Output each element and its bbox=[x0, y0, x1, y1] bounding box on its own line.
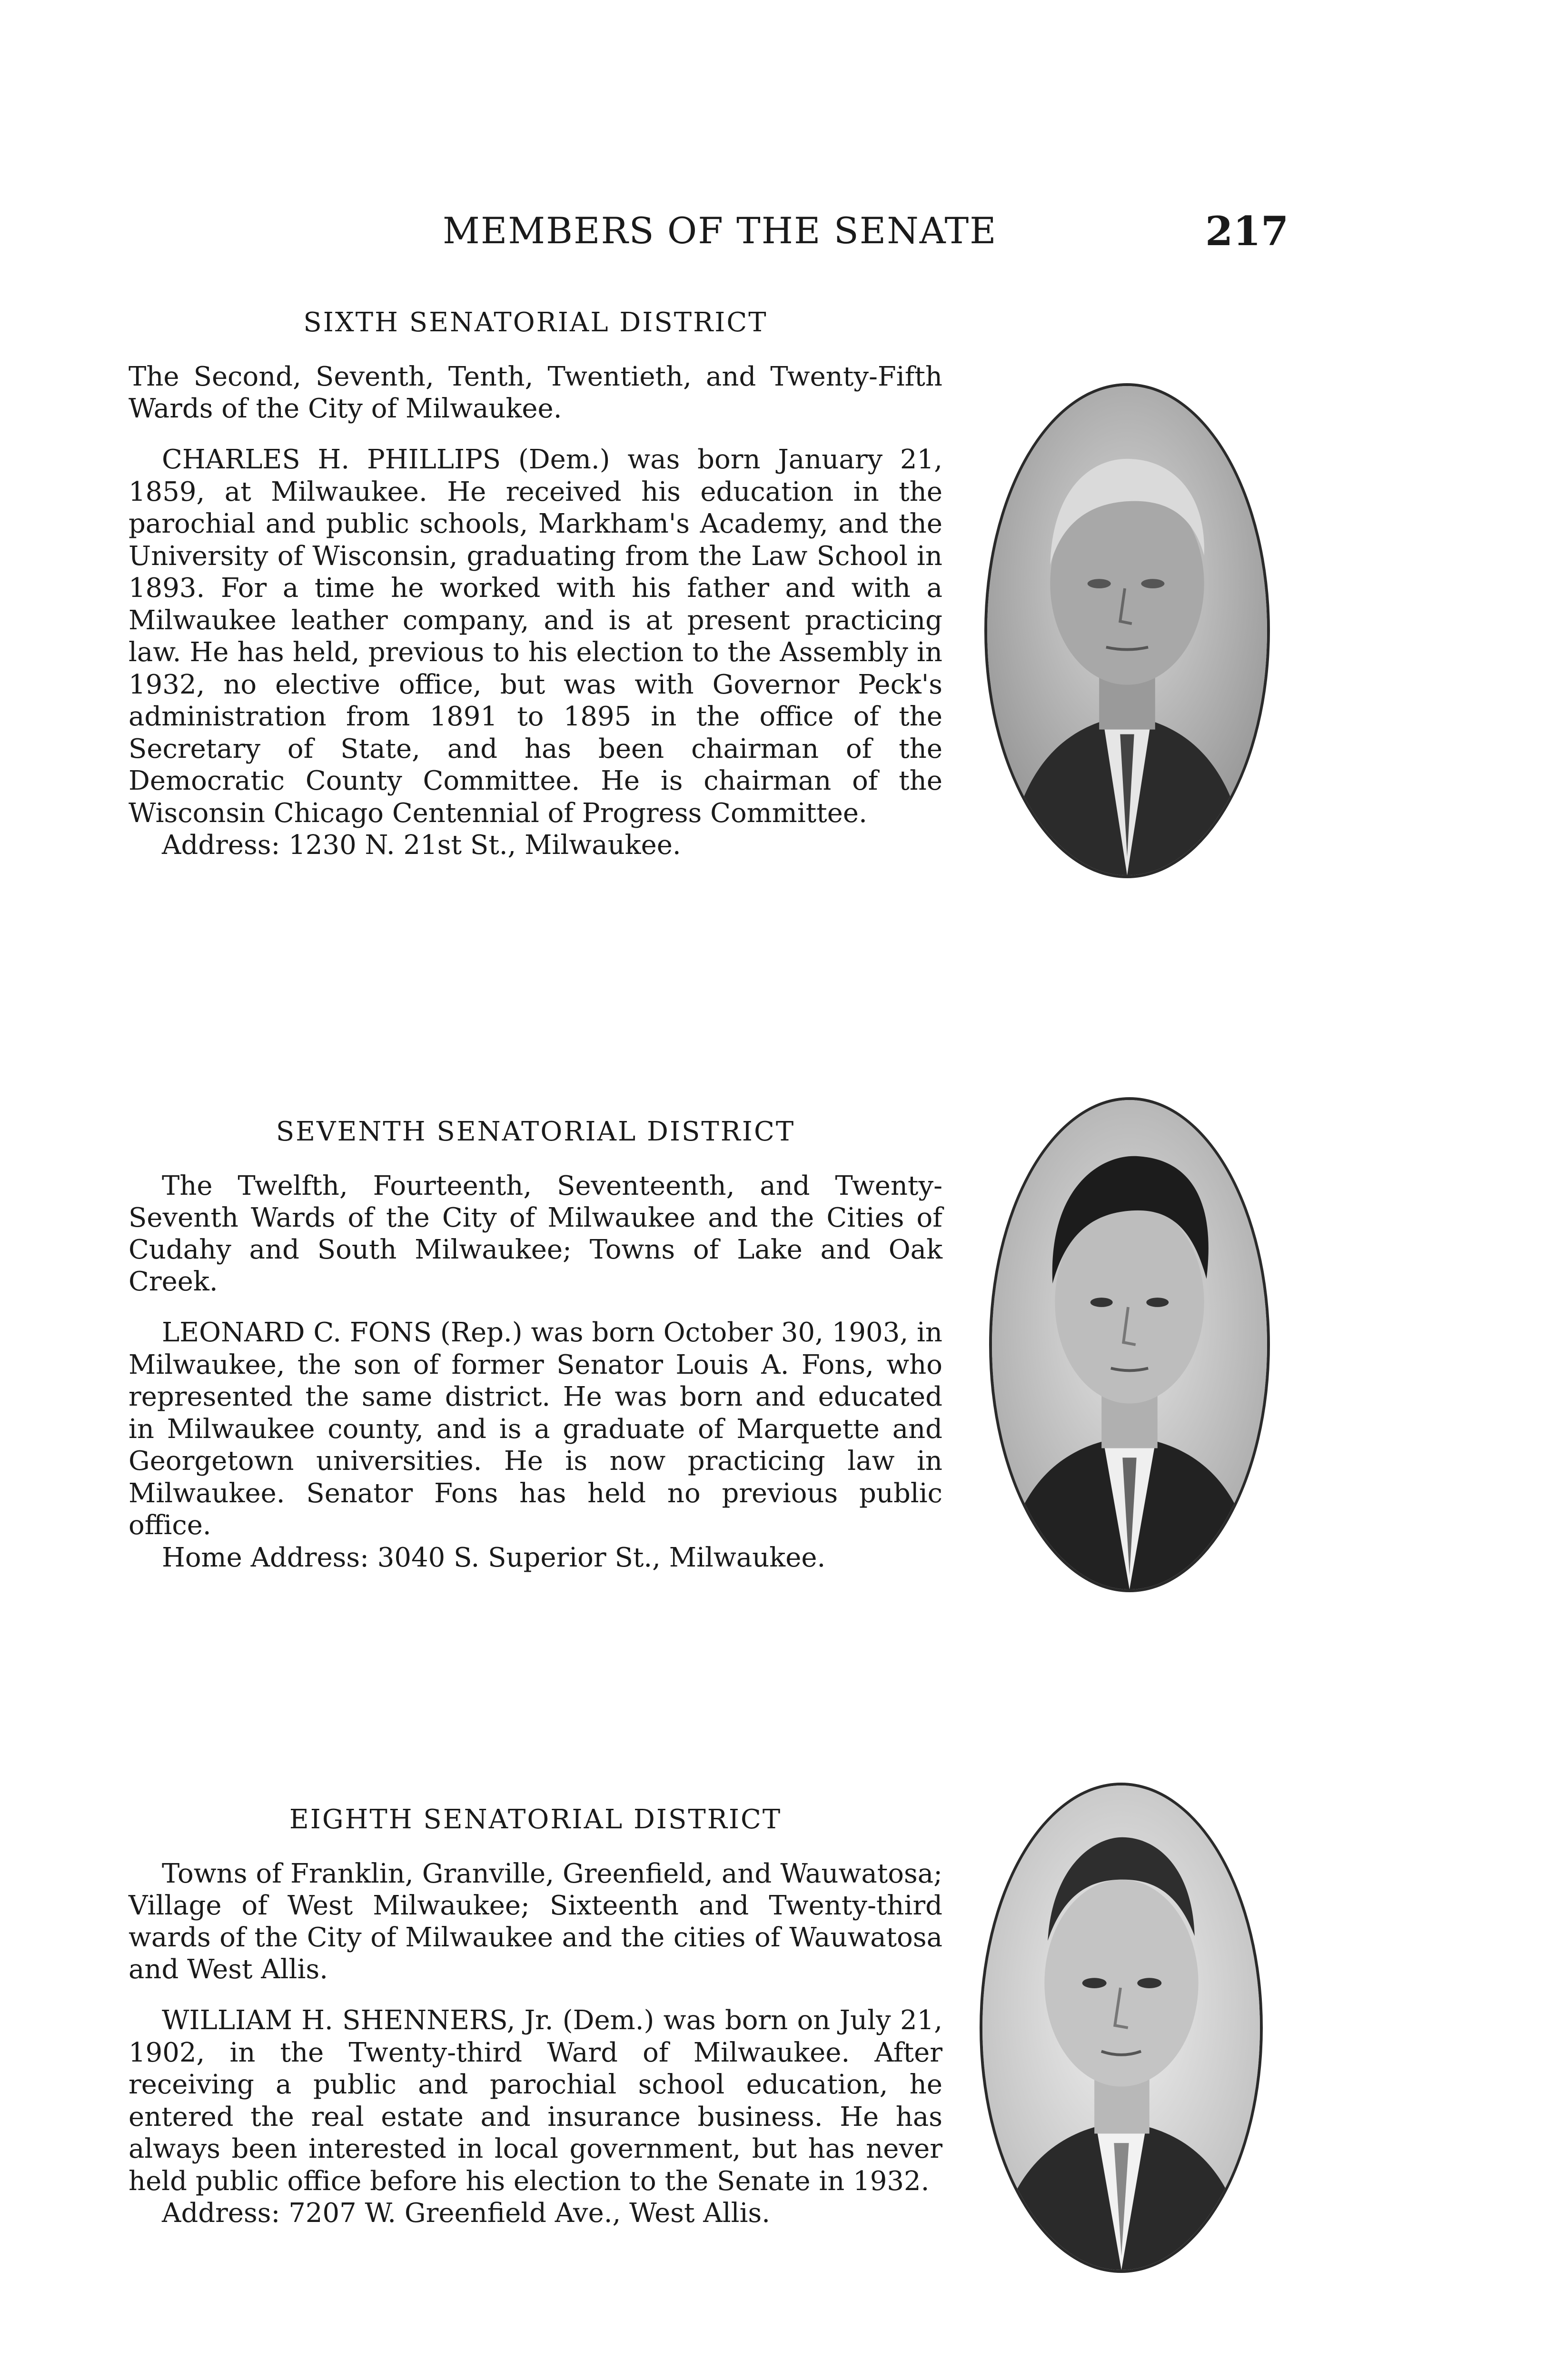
district-heading: SIXTH SENATORIAL DISTRICT bbox=[303, 307, 768, 338]
district-heading: SEVENTH SENATORIAL DISTRICT bbox=[276, 1116, 795, 1147]
portrait-image bbox=[982, 1785, 1260, 2270]
senator-bio: WILLIAM H. SHENNERS, Jr. (Dem.) was born on July 21, 1902, in the Twenty-third Ward of Milwaukee. After receiving a public and parochial school education, he entered the real estate and insurance business. He has always been interested in local government, but has never held public office before his election to the Senate in 1932. bbox=[129, 2005, 942, 2197]
portrait-photo bbox=[984, 383, 1270, 878]
portrait-photo bbox=[980, 1783, 1263, 2273]
portrait-photo bbox=[989, 1097, 1270, 1592]
portrait-image bbox=[992, 1100, 1267, 1589]
senator-address: Address: 7207 W. Greenfield Ave., West Allis. bbox=[162, 2198, 771, 2229]
section-eighth-district bbox=[129, 1804, 942, 2230]
page-number: 217 bbox=[1205, 208, 1289, 255]
district-wards: The Twelfth, Fourteenth, Seventeenth, and Twenty-Seventh Wards of the City of Milwaukee and the Cities of Cudahy and South Milwaukee; Towns of Lake and Oak Creek. bbox=[129, 1170, 942, 1297]
section-sixth-district bbox=[129, 307, 942, 862]
senator-bio: CHARLES H. PHILLIPS (Dem.) was born January 21, 1859, at Milwaukee. He received his education in the parochial and public schools, Markham's Academy, and the University of Wisconsin, graduating from the Law School in 1893. For a time he worked with his father and with a Milwaukee leather company, and is at present practicing law. He has held, previous to his election to the Assembly in 1932, no elective office, but was with Governor Peck's administration from 1891 to 1895 in the office of the Secretary of State, and has been chairman of the Democratic County Committee. He is chairman of the Wisconsin Chicago Centennial of Progress Committee. bbox=[129, 444, 942, 829]
senator-bio: LEONARD C. FONS (Rep.) was born October 30, 1903, in Milwaukee, the son of former Senator Louis A. Fons, who represented the same district. He was born and educated in Milwaukee county, and is a graduate of Marquette and Georgetown universities. He is now practicing law in Milwaukee. Senator Fons has held no previous public office. bbox=[129, 1317, 942, 1541]
page-title: MEMBERS OF THE SENATE bbox=[443, 209, 997, 252]
portrait-image bbox=[987, 386, 1267, 875]
senator-address: Home Address: 3040 S. Superior St., Milwaukee. bbox=[162, 1542, 826, 1573]
district-wards: The Second, Seventh, Tenth, Twentieth, and Twenty-Fifth Wards of the City of Milwaukee. bbox=[129, 361, 942, 424]
district-heading: EIGHTH SENATORIAL DISTRICT bbox=[289, 1804, 782, 1835]
senator-address: Address: 1230 N. 21st St., Milwaukee. bbox=[162, 830, 681, 861]
section-seventh-district bbox=[129, 1116, 942, 1574]
district-wards: Towns of Franklin, Granville, Greenfield, and Wauwatosa; Village of West Milwaukee; Sixteenth and Twenty-third wards of the City of Milwaukee and the cities of Wauwatosa and West Allis. bbox=[129, 1858, 942, 1985]
